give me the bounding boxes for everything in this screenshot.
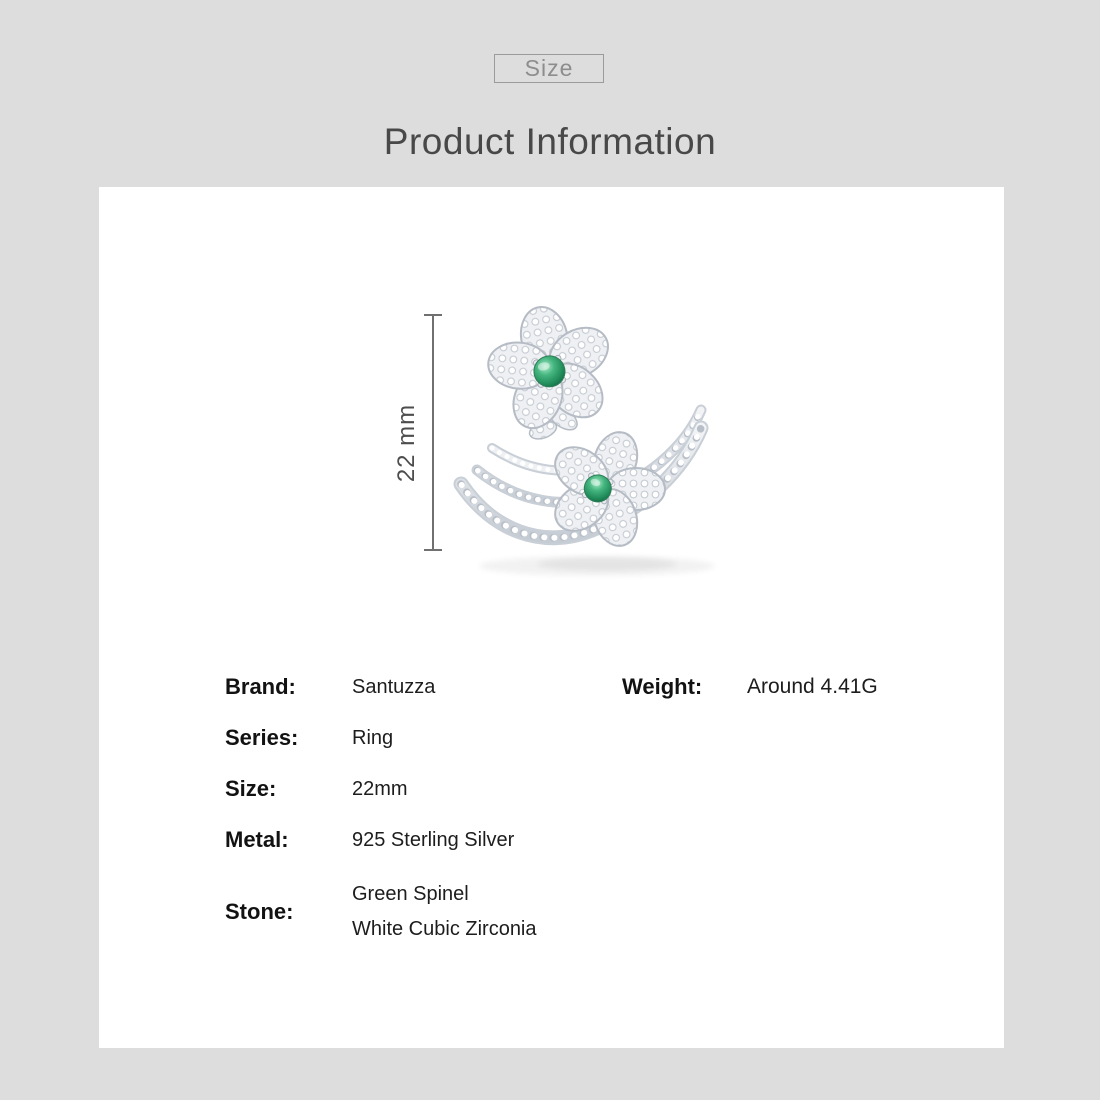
metal-value: 925 Sterling Silver: [352, 828, 515, 851]
size-label: Size:: [225, 776, 277, 801]
stone-value-line2: White Cubic Zirconia: [352, 918, 537, 940]
series-value: Ring: [352, 726, 394, 749]
detail-row-size: [225, 775, 625, 803]
size-tag-label: Size: [524, 55, 574, 81]
ring-product-image: [447, 280, 767, 580]
stone-values: [352, 877, 625, 947]
measurement-label: 22 mm: [393, 403, 420, 483]
size-value: 22mm: [352, 777, 408, 800]
detail-row-brand: [225, 673, 625, 701]
measurement-cap-bottom: [424, 549, 442, 551]
details-right: [622, 673, 982, 724]
size-tag: [494, 54, 604, 83]
stone-label: Stone:: [225, 899, 294, 924]
weight-value: Around 4.41G: [747, 675, 878, 698]
measurement-line: [432, 314, 434, 551]
detail-row-stone: [225, 877, 625, 947]
detail-row-metal: [225, 826, 625, 854]
weight-label: Weight:: [622, 674, 703, 699]
stone-value-line1: Green Spinel: [352, 883, 469, 905]
details-left: [225, 673, 625, 947]
series-label: Series:: [225, 725, 299, 750]
brand-label: Brand:: [225, 674, 296, 699]
detail-row-series: [225, 724, 625, 752]
brand-value: Santuzza: [352, 675, 436, 698]
measurement-cap-top: [424, 314, 442, 316]
detail-row-weight: [622, 673, 982, 701]
product-card: [99, 187, 1004, 1048]
page-title: Product Information: [383, 120, 717, 162]
metal-label: Metal:: [225, 827, 289, 852]
